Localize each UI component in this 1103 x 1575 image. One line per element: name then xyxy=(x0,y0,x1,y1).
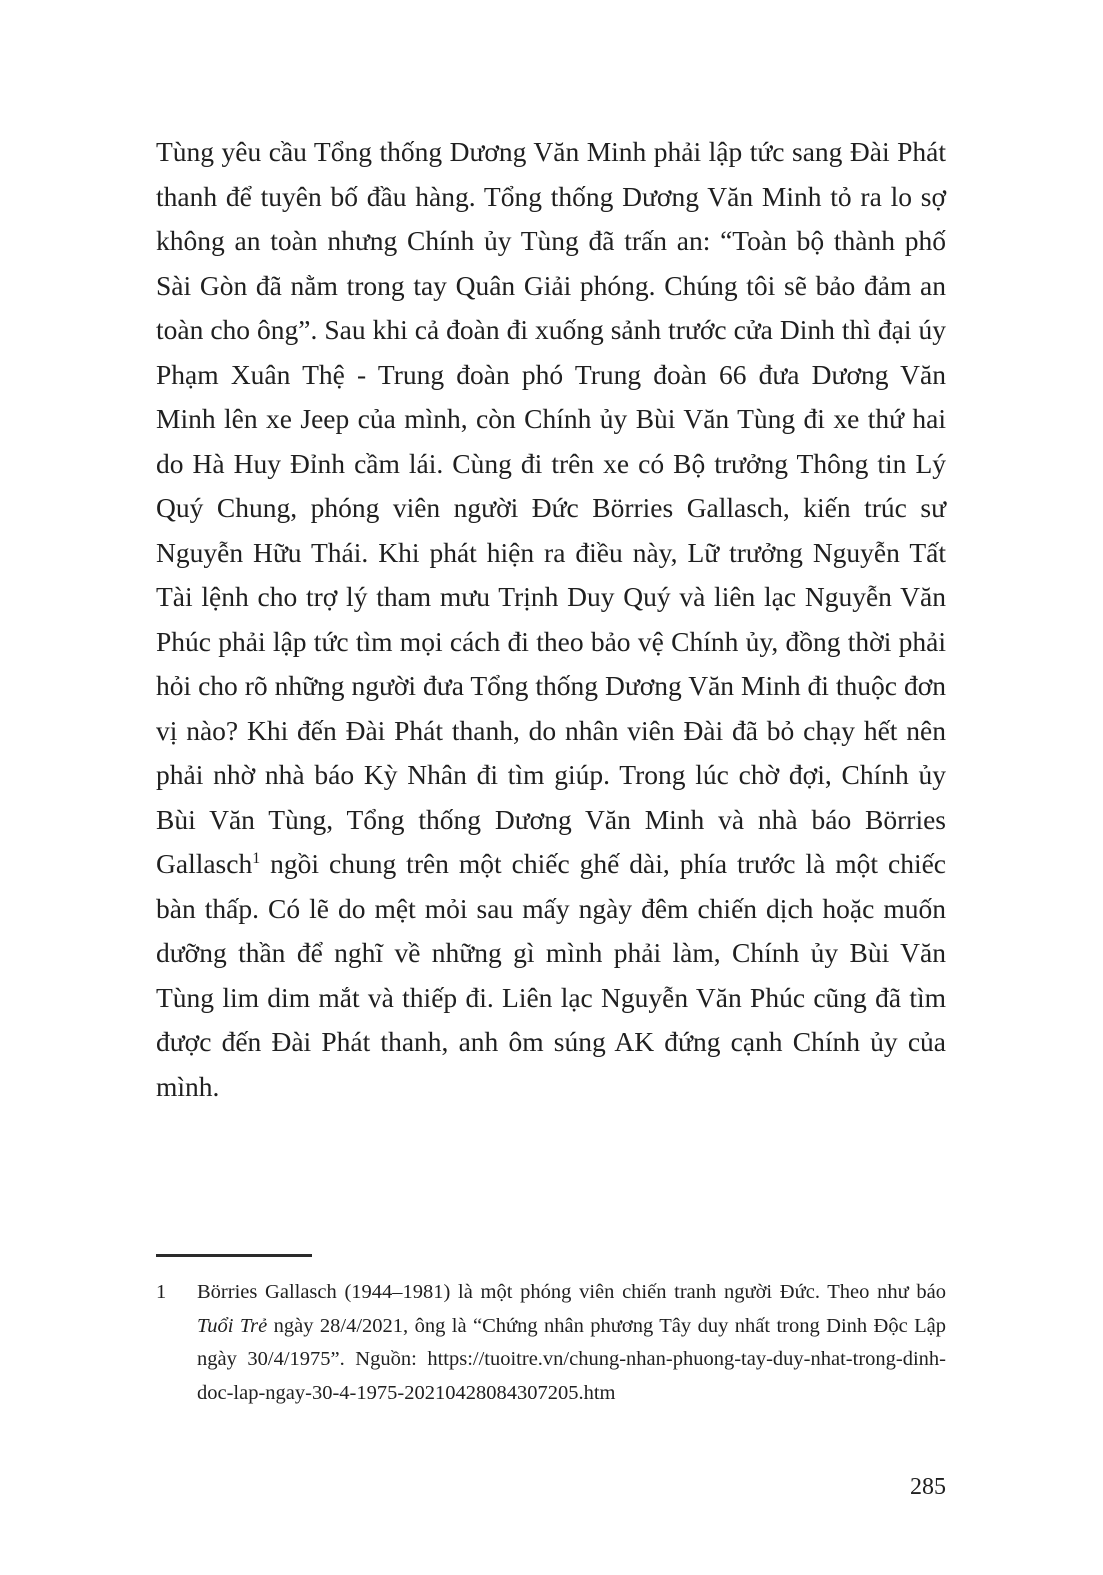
body-text-part2: ngồi chung trên một chiếc ghế dài, phía trước là một chiếc bàn thấp. Có lẽ do mệt mỏi sau mấy ngày đêm chiến dịch hoặc muốn dưỡng thần để nghĩ về những gì mình phải làm, Chính ủy Bùi Văn Tùng lim dim mắt và thiếp đi. Liên lạc Nguyễn Văn Phúc cũng đã tìm được đến Đài Phát thanh, anh ôm súng AK đứng cạnh Chính ủy của mình. xyxy=(156,848,946,1102)
footnote-italic-title: Tuổi Trẻ xyxy=(197,1314,268,1337)
footnote xyxy=(156,1276,946,1410)
body-paragraph xyxy=(156,130,946,1109)
footnote-reference-marker: 1 xyxy=(252,849,261,867)
page-number: 285 xyxy=(910,1474,946,1500)
body-text-part1: Tùng yêu cầu Tổng thống Dương Văn Minh phải lập tức sang Đài Phát thanh để tuyên bố đầu hàng. Tổng thống Dương Văn Minh tỏ ra lo sợ không an toàn nhưng Chính ủy Tùng đã trấn an: “Toàn bộ thành phố Sài Gòn đã nằm trong tay Quân Giải phóng. Chúng tôi sẽ bảo đảm an toàn cho ông”. Sau khi cả đoàn đi xuống sảnh trước cửa Dinh thì đại úy Phạm Xuân Thệ - Trung đoàn phó Trung đoàn 66 đưa Dương Văn Minh lên xe Jeep của mình, còn Chính ủy Bùi Văn Tùng đi xe thứ hai do Hà Huy Đỉnh cầm lái. Cùng đi trên xe có Bộ trưởng Thông tin Lý Quý Chung, phóng viên người Đức Börries Gallasch, kiến trúc sư Nguyễn Hữu Thái. Khi phát hiện ra điều này, Lữ trưởng Nguyễn Tất Tài lệnh cho trợ lý tham mưu Trịnh Duy Quý và liên lạc Nguyễn Văn Phúc phải lập tức tìm mọi cách đi theo bảo vệ Chính ủy, đồng thời phải hỏi cho rõ những người đưa Tổng thống Dương Văn Minh đi thuộc đơn vị nào? Khi đến Đài Phát thanh, do nhân viên Đài đã bỏ chạy hết nên phải nhờ nhà báo Kỳ Nhân đi tìm giúp. Trong lúc chờ đợi, Chính ủy Bùi Văn Tùng, Tổng thống Dương Văn Minh và nhà báo Börries Gallasch xyxy=(156,136,946,879)
footnote-text xyxy=(197,1276,946,1410)
footnote-divider-rule xyxy=(156,1254,312,1257)
footnote-text-part2: ngày 28/4/2021, ông là “Chứng nhân phương Tây duy nhất trong Dinh Độc Lập ngày 30/4/1975”. Nguồn: https://tuoitre.vn/chung-nhan-phuong-tay-duy-nhat-trong-dinh-doc-lap-ngay-30-4-1975-20210428084307205.htm xyxy=(197,1314,947,1404)
footnote-text-part1: Börries Gallasch (1944–1981) là một phóng viên chiến tranh người Đức. Theo như báo xyxy=(197,1281,946,1303)
footnote-number: 1 xyxy=(156,1281,167,1303)
